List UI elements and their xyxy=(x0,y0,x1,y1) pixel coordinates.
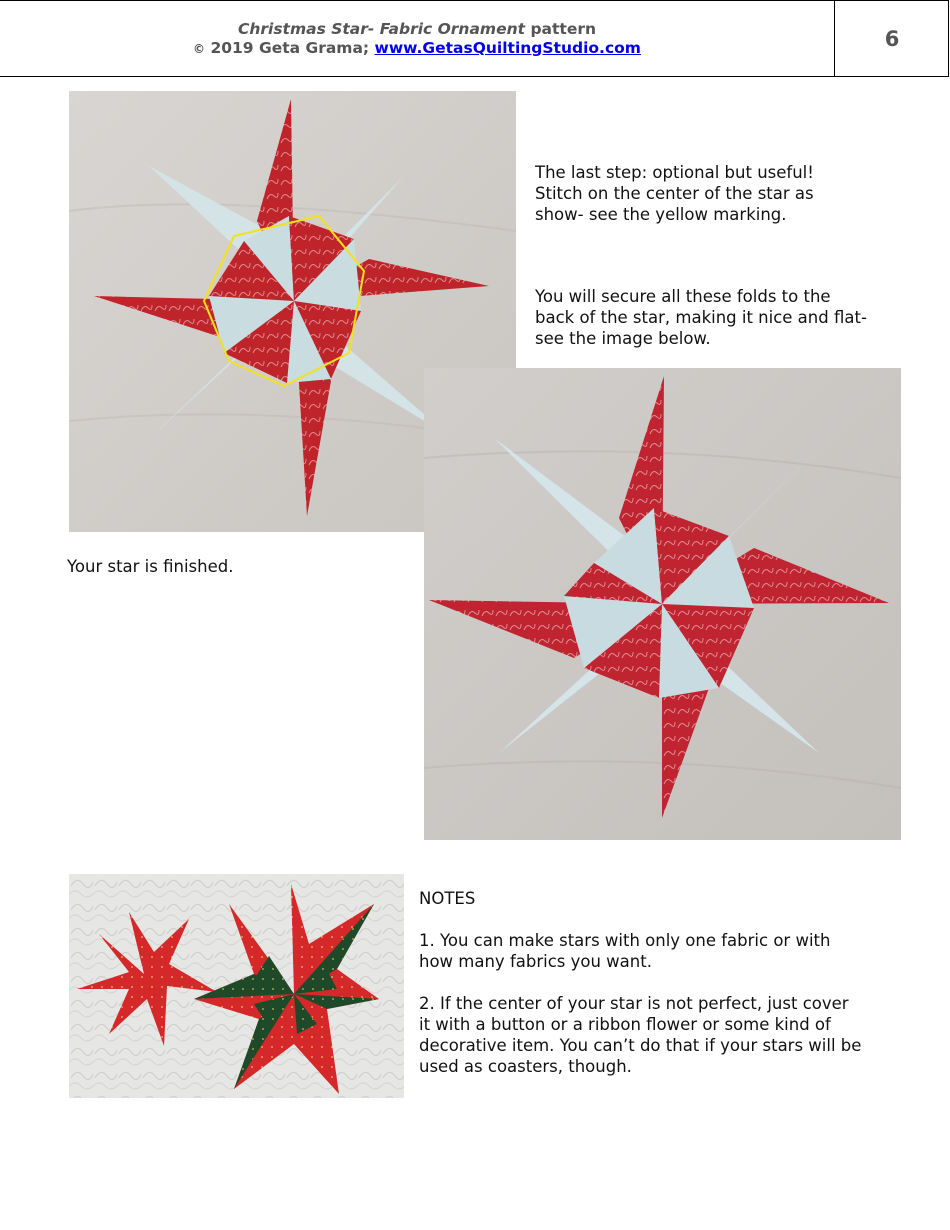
secure-line-2: back of the star, making it nice and flat- xyxy=(535,308,867,327)
star-back-photo xyxy=(424,368,901,840)
copyright-symbol: © xyxy=(193,41,206,56)
notes-spacer-2 xyxy=(419,972,899,993)
secure-line-3: see the image below. xyxy=(535,329,711,348)
copyright-line xyxy=(193,39,641,59)
secure-folds-text xyxy=(535,286,935,349)
step-line-3: show- see the yellow marking. xyxy=(535,205,787,224)
step-instructions xyxy=(535,162,935,225)
notes-spacer-1 xyxy=(419,909,899,930)
pattern-title xyxy=(238,20,596,39)
note-2-line-4: used as coasters, though. xyxy=(419,1057,632,1076)
step-line-1: The last step: optional but useful! xyxy=(535,163,814,182)
page-header xyxy=(0,0,949,77)
website-link[interactable]: www.GetasQuiltingStudio.com xyxy=(374,38,641,57)
finished-text: Your star is finished. xyxy=(67,557,234,576)
notes-section xyxy=(419,888,899,1077)
pattern-title-italic: Christmas Star- Fabric Ornament xyxy=(237,19,526,38)
star-back-illustration xyxy=(424,368,901,840)
two-stars-illustration xyxy=(69,874,404,1098)
copyright-text: 2019 Geta Grama; xyxy=(205,38,375,57)
pattern-title-suffix: pattern xyxy=(525,19,597,38)
header-title-block xyxy=(0,1,835,77)
note-1-line-1: 1. You can make stars with only one fabric or with xyxy=(419,931,831,950)
two-stars-photo xyxy=(69,874,404,1098)
step-line-2: Stitch on the center of the star as xyxy=(535,184,814,203)
note-2-line-1: 2. If the center of your star is not perfect, just cover xyxy=(419,994,849,1013)
notes-heading: NOTES xyxy=(419,889,476,908)
note-2-line-2: it with a button or a ribbon flower or some kind of xyxy=(419,1015,831,1034)
secure-line-1: You will secure all these folds to the xyxy=(535,287,831,306)
note-2-line-3: decorative item. You can’t do that if your stars will be xyxy=(419,1036,862,1055)
page-number: 6 xyxy=(884,27,900,51)
note-1-line-2: how many fabrics you want. xyxy=(419,952,652,971)
